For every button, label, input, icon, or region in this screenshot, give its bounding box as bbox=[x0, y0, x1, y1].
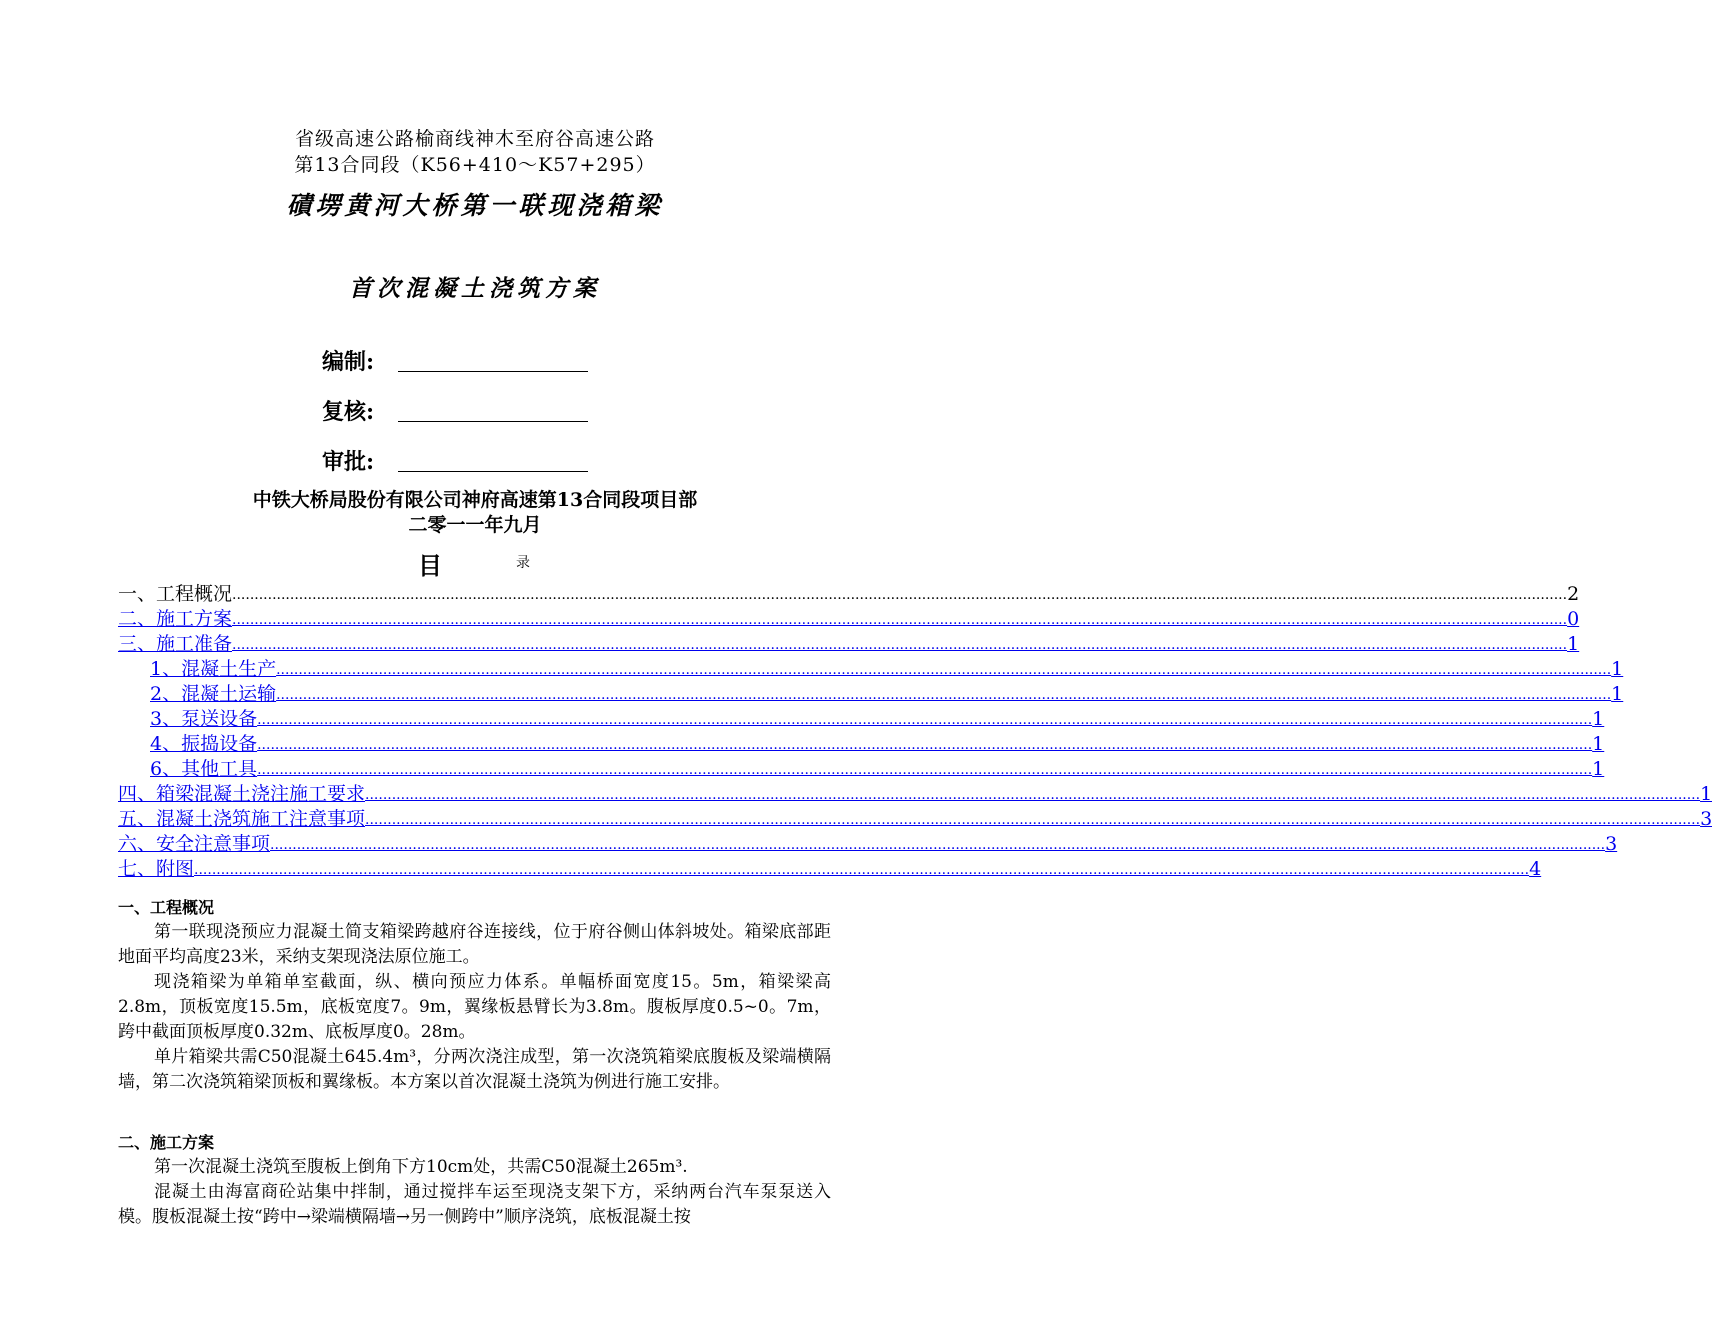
toc-leader: ............................................................................................................................................................................................................................................................................................................ bbox=[270, 837, 1606, 853]
toc-item-label: 二、施工方案 bbox=[118, 608, 233, 630]
table-of-contents bbox=[118, 582, 1712, 882]
signature-line bbox=[398, 471, 588, 472]
toc-leader: ............................................................................................................................................................................................................................................................................................................ bbox=[232, 587, 1568, 603]
toc-item[interactable] bbox=[118, 632, 1580, 657]
toc-item-page: 4 bbox=[1529, 858, 1542, 880]
toc-item-page: 1 bbox=[1592, 758, 1605, 780]
toc-item[interactable] bbox=[118, 782, 1712, 807]
toc-item-label: 四、箱梁混凝土浇注施工要求 bbox=[118, 783, 366, 805]
toc-item-page: 1 bbox=[1611, 658, 1624, 680]
signature-label: 编制: bbox=[322, 349, 375, 375]
project-line-1: 省级高速公路榆商线神木至府谷高速公路 bbox=[294, 128, 655, 150]
toc-leader: ............................................................................................................................................................................................................................................................................................................ bbox=[232, 637, 1568, 653]
document-subtitle: 首次混凝土浇筑方案 bbox=[349, 275, 601, 302]
toc-leader: ............................................................................................................................................................................................................................................................................................................ bbox=[365, 812, 1701, 828]
toc-item-label: 2、混凝土运输 bbox=[150, 683, 277, 705]
toc-item[interactable] bbox=[118, 807, 1712, 832]
section-plan bbox=[118, 1130, 831, 1230]
toc-item-label: 三、施工准备 bbox=[118, 633, 233, 655]
section-overview bbox=[118, 895, 831, 1095]
toc-item[interactable] bbox=[118, 707, 1605, 732]
toc-leader: ............................................................................................................................................................................................................................................................................................................ bbox=[257, 762, 1593, 778]
toc-item[interactable] bbox=[118, 832, 1618, 857]
toc-leader: ............................................................................................................................................................................................................................................................................................................ bbox=[194, 862, 1530, 878]
toc-leader: ............................................................................................................................................................................................................................................................................................................ bbox=[257, 712, 1593, 728]
toc-item-page: 1 bbox=[1611, 683, 1624, 705]
toc-item-page: 1 bbox=[1592, 708, 1605, 730]
toc-item-label: 一、工程概况 bbox=[118, 583, 233, 605]
signature-compile bbox=[322, 345, 394, 379]
signature-line bbox=[398, 421, 588, 422]
organization: 中铁大桥局股份有限公司神府高速第13合同段项目部 bbox=[252, 489, 698, 511]
toc-item[interactable] bbox=[118, 582, 1580, 607]
toc-item-page: 3 bbox=[1700, 808, 1712, 830]
toc-item[interactable] bbox=[118, 657, 1624, 682]
toc-item-label: 3、泵送设备 bbox=[150, 708, 258, 730]
signature-review bbox=[322, 395, 394, 429]
toc-item-label: 6、其他工具 bbox=[150, 758, 258, 780]
toc-item[interactable] bbox=[118, 682, 1624, 707]
paragraph: 混凝土由海富商砼站集中拌制，通过搅拌车运至现浇支架下方，采纳两台汽车泵泵送入模。腹板混凝土按“跨中→梁端横隔墙→另一侧跨中”顺序浇筑，底板混凝土按 bbox=[118, 1182, 831, 1227]
toc-item-label: 七、附图 bbox=[118, 858, 195, 880]
paragraph: 第一次混凝土浇筑至腹板上倒角下方10cm处，共需C50混凝土265m³. bbox=[154, 1157, 688, 1177]
toc-item-page: 3 bbox=[1605, 833, 1618, 855]
toc-item-page: 0 bbox=[1567, 608, 1580, 630]
toc-item[interactable] bbox=[118, 857, 1542, 882]
section-heading: 二、施工方案 bbox=[118, 1133, 215, 1152]
signature-label: 复核: bbox=[322, 399, 375, 425]
paragraph: 第一联现浇预应力混凝土简支箱梁跨越府谷连接线，位于府谷侧山体斜坡处。箱梁底部距地面平均高度23米，采纳支架现浇法原位施工。 bbox=[118, 922, 831, 967]
toc-item-page: 2 bbox=[1567, 583, 1580, 605]
toc-leader: ............................................................................................................................................................................................................................................................................................................ bbox=[276, 662, 1612, 678]
toc-title: 目 bbox=[418, 551, 442, 580]
toc-item-page: 1 bbox=[1700, 783, 1712, 805]
toc-leader: ............................................................................................................................................................................................................................................................................................................ bbox=[257, 737, 1593, 753]
toc-title-2: 录 bbox=[516, 555, 530, 571]
signature-approve bbox=[322, 445, 394, 479]
signature-line bbox=[398, 371, 588, 372]
toc-item-label: 五、混凝土浇筑施工注意事项 bbox=[118, 808, 366, 830]
toc-item-page: 1 bbox=[1592, 733, 1605, 755]
toc-item-label: 1、混凝土生产 bbox=[150, 658, 277, 680]
section-heading: 一、工程概况 bbox=[118, 898, 215, 917]
paragraph: 单片箱梁共需C50混凝土645.4m³，分两次浇注成型，第一次浇筑箱梁底腹板及梁端横隔墙，第二次浇筑箱梁顶板和翼缘板。本方案以首次混凝土浇筑为例进行施工安排。 bbox=[118, 1047, 831, 1092]
toc-leader: ............................................................................................................................................................................................................................................................................................................ bbox=[276, 687, 1612, 703]
toc-leader: ............................................................................................................................................................................................................................................................................................................ bbox=[232, 612, 1568, 628]
toc-item[interactable] bbox=[118, 757, 1605, 782]
toc-item[interactable] bbox=[118, 607, 1580, 632]
toc-item-page: 1 bbox=[1567, 633, 1580, 655]
signature-label: 审批: bbox=[322, 449, 375, 475]
toc-item[interactable] bbox=[118, 732, 1605, 757]
paragraph: 现浇箱梁为单箱单室截面，纵、横向预应力体系。单幅桥面宽度15。5m，箱梁梁高2.8m，顶板宽度15.5m，底板宽度7。9m，翼缘板悬臂长为3.8m。腹板厚度0.5~0。7m，跨中截面顶板厚度0.32m、底板厚度0。28m。 bbox=[118, 972, 831, 1042]
document-title: 磧塄黄河大桥第一联现浇箱梁 bbox=[286, 191, 664, 220]
toc-leader: ............................................................................................................................................................................................................................................................................................................ bbox=[365, 787, 1701, 803]
toc-item-label: 六、安全注意事项 bbox=[118, 833, 271, 855]
toc-item-label: 4、振捣设备 bbox=[150, 733, 258, 755]
project-line-2: 第13合同段（K56+410～K57+295） bbox=[294, 154, 656, 176]
document-date: 二零一一年九月 bbox=[408, 514, 542, 536]
